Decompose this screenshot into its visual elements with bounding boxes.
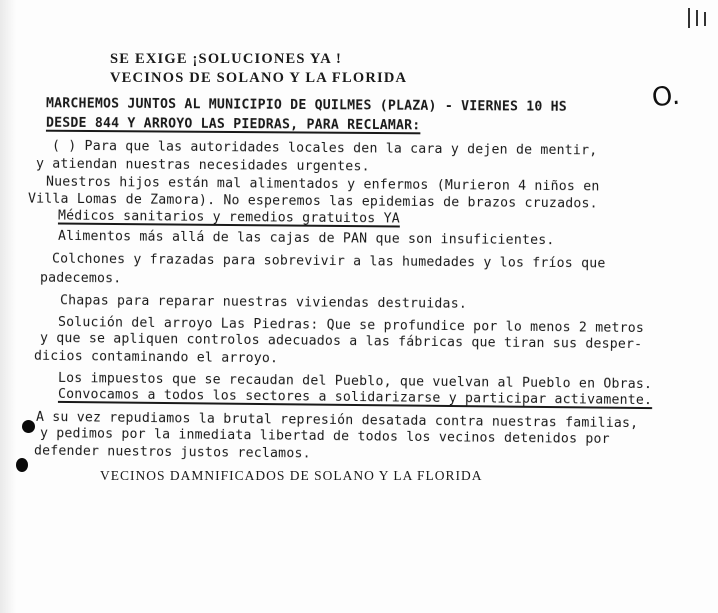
header-line-1: SE EXIGE ¡SOLUCIONES YA ! (110, 51, 342, 67)
signature: VECINOS DAMNIFICADOS DE SOLANO Y LA FLORIDA (100, 468, 483, 483)
header-line-2: VECINOS DE SOLANO Y LA FLORIDA (110, 70, 408, 86)
call-line-1: MARCHEMOS JUNTOS AL MUNICIPIO DE QUILMES (PLAZA) - VIERNES 10 HS (45, 96, 567, 115)
call-line-2: DESDE 844 Y ARROYO LAS PIEDRAS, PARA RECLAMAR: (45, 115, 421, 134)
scan-tick-mark (704, 12, 706, 26)
scan-tick-mark (696, 10, 698, 26)
demand-line-7: Colchones y frazadas para sobrevivir a las humedades y los fríos que (51, 251, 606, 272)
demand-line-14: Convocamos a todos los sectores a solidarizarse y participar activamente. (57, 386, 653, 409)
demand-line-13: Los impuestos que se recaudan del Pueblo, que vuelvan al Pueblo en Obras. (57, 370, 653, 393)
punch-hole-lower (16, 458, 28, 472)
demand-line-8: padecemos. (39, 270, 122, 287)
demand-line-15: A su vez repudiamos la brutal represión desatada contra nuestras familias, (35, 409, 639, 432)
demand-line-4: Villa Lomas de Zamora). No esperemos las epidemias de brazos cruzados. (27, 191, 598, 212)
margin-handwritten-mark: O. (650, 80, 682, 114)
scan-edge-shadow (0, 0, 16, 613)
punch-hole-upper (22, 420, 35, 433)
demand-line-10: Solución del arroyo Las Piedras: Que se profundice por lo menos 2 metros (57, 314, 645, 337)
demand-line-11: y que se apliquen controlos adecuados a las fábricas que tiran sus desper- (39, 330, 643, 353)
demand-line-16: y pedimos por la inmediata libertad de todos los vecinos detenidos por (39, 426, 610, 447)
demand-line-5: Médicos sanitarios y remedios gratuitos YA (57, 208, 400, 227)
demand-line-3: Nuestros hijos están mal alimentados y enfermos (Murieron 4 niños en (45, 174, 600, 195)
demand-line-9: Chapas para reparar nuestras viviendas destruidas. (59, 293, 468, 312)
scan-tick-mark (688, 8, 690, 28)
demand-line-17: defender nuestros justos reclamos. (33, 443, 311, 462)
demand-line-1: ( ) Para que las autoridades locales den la cara y dejen de mentir, (51, 138, 598, 159)
demand-line-12: dicios contaminando el arroyo. (33, 348, 279, 367)
demand-line-6: Alimentos más allá de las cajas de PAN que son insuficientes. (57, 228, 555, 249)
demand-line-2: y atiendan nuestras necesidades urgentes. (35, 156, 370, 175)
